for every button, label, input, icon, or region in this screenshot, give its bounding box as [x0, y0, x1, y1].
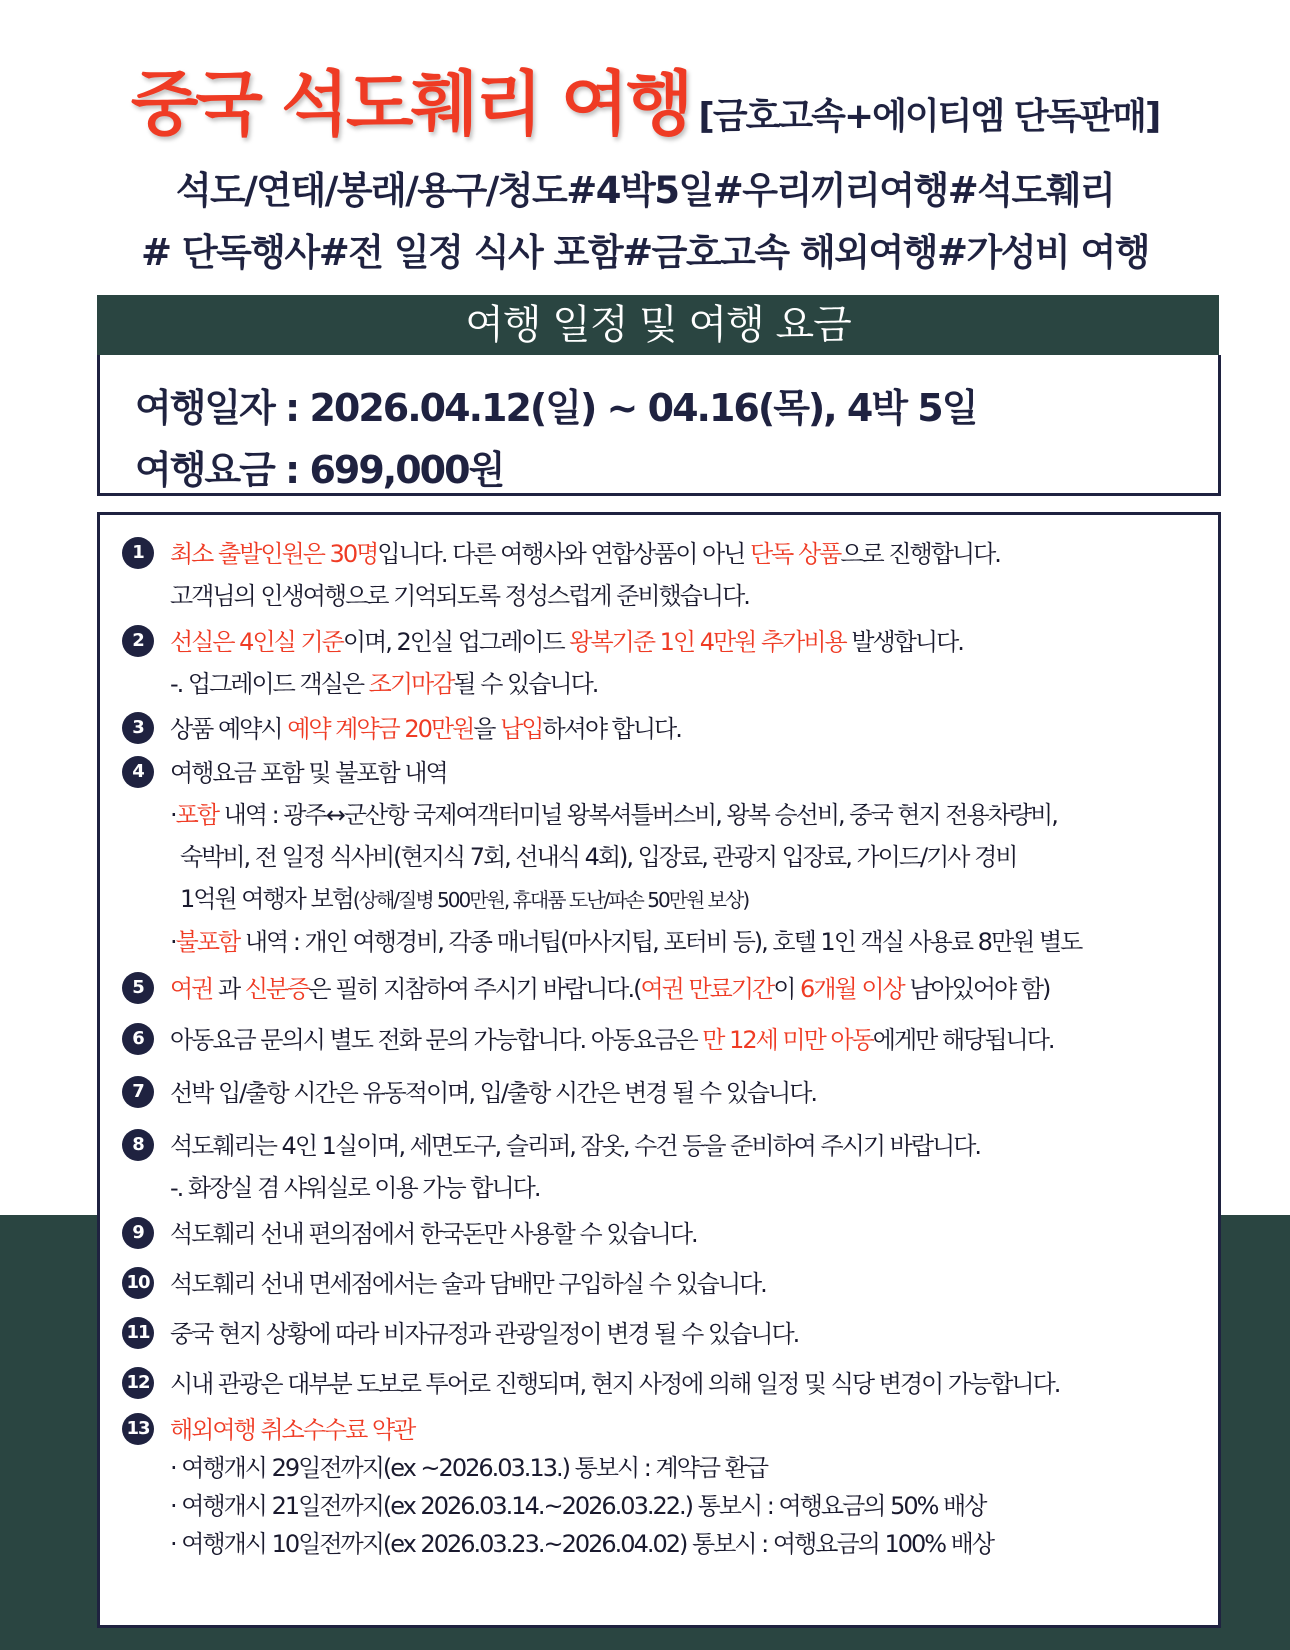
note-highlight: 6개월 이상 [800, 975, 904, 1003]
note-13 [122, 1411, 1202, 1563]
number-badge: 12 [122, 1367, 154, 1399]
note-text: -. 업그레이드 객실은 [170, 670, 369, 698]
note-text: 남아있어야 함) [903, 975, 1050, 1003]
notes-box [97, 512, 1221, 1628]
number-badge: 2 [122, 625, 154, 657]
bullet-dot: · [170, 928, 176, 956]
note-highlight: 불포함 [175, 928, 240, 956]
note-highlight: 해외여행 취소수수료 약관 [170, 1416, 415, 1444]
note-6 [122, 1019, 1202, 1061]
note-text: 시내 관광은 대부분 도보로 투어로 진행되며, 현지 사정에 의해 일정 및 식당 변경이 가능합니다. [170, 1370, 1060, 1398]
note-text: 여행요금 포함 및 불포함 내역 [170, 759, 447, 787]
number-badge: 9 [122, 1217, 154, 1249]
note-highlight: 신분증 [244, 975, 309, 1003]
note-text: 하셔야 합니다. [542, 715, 681, 743]
number-badge: 1 [122, 537, 154, 569]
number-badge: 3 [122, 712, 154, 744]
note-text: 이며, 2인실 업그레이드 [342, 628, 570, 656]
hashtags-line-1: 석도/연태/봉래/용구/청도#4박5일#우리끼리여행#석도훼리 [175, 169, 1115, 212]
note-text: 선박 입/출항 시간은 유동적이며, 입/출항 시간은 변경 될 수 있습니다. [170, 1079, 817, 1107]
note-text: 1억원 여행자 보험 [180, 885, 353, 913]
schedule-header: 여행 일정 및 여행 요금 [97, 295, 1219, 355]
number-badge: 8 [122, 1129, 154, 1161]
title-sub: [금호고속+에이티엠 단독판매] [698, 96, 1160, 137]
note-1 [122, 533, 1202, 617]
number-badge: 11 [122, 1317, 154, 1349]
number-badge: 5 [122, 972, 154, 1004]
cancel-policy-line: · 여행개시 21일전까지(ex 2026.03.14.~2026.03.22.) 통보시 : 여행요금의 50% 배상 [170, 1492, 986, 1520]
note-text: 이 [773, 975, 801, 1003]
note-11 [122, 1313, 1202, 1355]
note-text: 은 필히 지참하여 주시기 바랍니다.( [308, 975, 641, 1003]
number-badge: 13 [122, 1413, 154, 1445]
cancel-policy-line: · 여행개시 29일전까지(ex ~2026.03.13.) 통보시 : 계약금 환급 [170, 1454, 768, 1482]
note-2 [122, 621, 1202, 705]
note-text: -. 화장실 겸 샤워실로 이용 가능 합니다. [170, 1174, 540, 1202]
note-text: 석도훼리 선내 편의점에서 한국돈만 사용할 수 있습니다. [170, 1220, 697, 1248]
hashtags-line-2: # 단독행사#전 일정 식사 포함#금호고속 해외여행#가성비 여행 [140, 231, 1150, 274]
note-highlight: 납입 [500, 715, 543, 743]
note-9 [122, 1213, 1202, 1255]
note-text: 아동요금 문의시 별도 전화 문의 가능합니다. 아동요금은 [170, 1026, 703, 1054]
note-highlight: 최소 출발인원은 30명 [170, 540, 378, 568]
note-text: 고객님의 인생여행으로 기억되도록 정성스럽게 준비했습니다. [170, 582, 749, 610]
number-badge: 6 [122, 1023, 154, 1055]
note-highlight: 조기마감 [368, 670, 454, 698]
note-highlight: 단독 상품 [750, 540, 841, 568]
note-4 [122, 752, 1202, 963]
note-highlight: 왕복기준 1인 4만원 추가비용 [569, 628, 846, 656]
note-text: 에게만 해당됩니다. [872, 1026, 1054, 1054]
note-text: 숙박비, 전 일정 식사비(현지식 7회, 선내식 4회), 입장료, 관광지 입장료, 가이드/기사 경비 [180, 843, 1017, 871]
note-highlight: 여권 만료기간 [640, 975, 774, 1003]
number-badge: 4 [122, 756, 154, 788]
note-text: 으로 진행합니다. [840, 540, 1000, 568]
bullet-dot: · [170, 801, 176, 829]
note-highlight: 만 12세 미만 아동 [702, 1026, 873, 1054]
note-text: 발생합니다. [845, 628, 963, 656]
note-highlight: 여권 [170, 975, 213, 1003]
title-main: 중국 석도훼리 여행 [130, 63, 691, 145]
note-3 [122, 708, 1202, 750]
note-highlight: 예약 계약금 20만원 [287, 715, 474, 743]
note-text: 석도훼리는 4인 1실이며, 세면도구, 슬리퍼, 잠옷, 수건 등을 준비하여 주시기 바랍니다. [170, 1132, 981, 1160]
page-title [0, 48, 1290, 149]
note-text: (상해/질병 500만원, 휴대품 도난/파손 50만원 보상) [352, 888, 749, 912]
note-7 [122, 1072, 1202, 1114]
note-text: 과 [212, 975, 245, 1003]
note-text: 될 수 있습니다. [453, 670, 598, 698]
note-12 [122, 1363, 1202, 1405]
note-text: 입니다. 다른 여행사와 연합상품이 아닌 [377, 540, 750, 568]
cancel-policy-line: · 여행개시 10일전까지(ex 2026.03.23.~2026.04.02) 통보시 : 여행요금의 100% 배상 [170, 1530, 994, 1558]
travel-date: 여행일자 : 2026.04.12(일) ~ 04.16(목), 4박 5일 [135, 386, 977, 430]
note-text: 을 [473, 715, 501, 743]
note-text: 상품 예약시 [170, 715, 288, 743]
number-badge: 10 [122, 1267, 154, 1299]
note-text: 중국 현지 상황에 따라 비자규정과 관광일정이 변경 될 수 있습니다. [170, 1320, 799, 1348]
note-text: 내역 : 개인 여행경비, 각종 매너팁(마사지팁, 포터비 등), 호텔 1인 객실 사용료 8만원 별도 [239, 928, 1082, 956]
note-10 [122, 1263, 1202, 1305]
travel-price: 여행요금 : 699,000원 [135, 448, 504, 492]
number-badge: 7 [122, 1076, 154, 1108]
note-highlight: 선실은 4인실 기준 [170, 628, 343, 656]
schedule-box [97, 355, 1221, 496]
note-highlight: 포함 [175, 801, 219, 829]
note-5 [122, 968, 1202, 1010]
note-text: 내역 : 광주↔군산항 국제여객터미널 왕복셔틀버스비, 왕복 승선비, 중국 현지 전용차량비, [218, 801, 1057, 829]
note-8 [122, 1125, 1202, 1209]
note-text: 석도훼리 선내 면세점에서는 술과 담배만 구입하실 수 있습니다. [170, 1270, 766, 1298]
